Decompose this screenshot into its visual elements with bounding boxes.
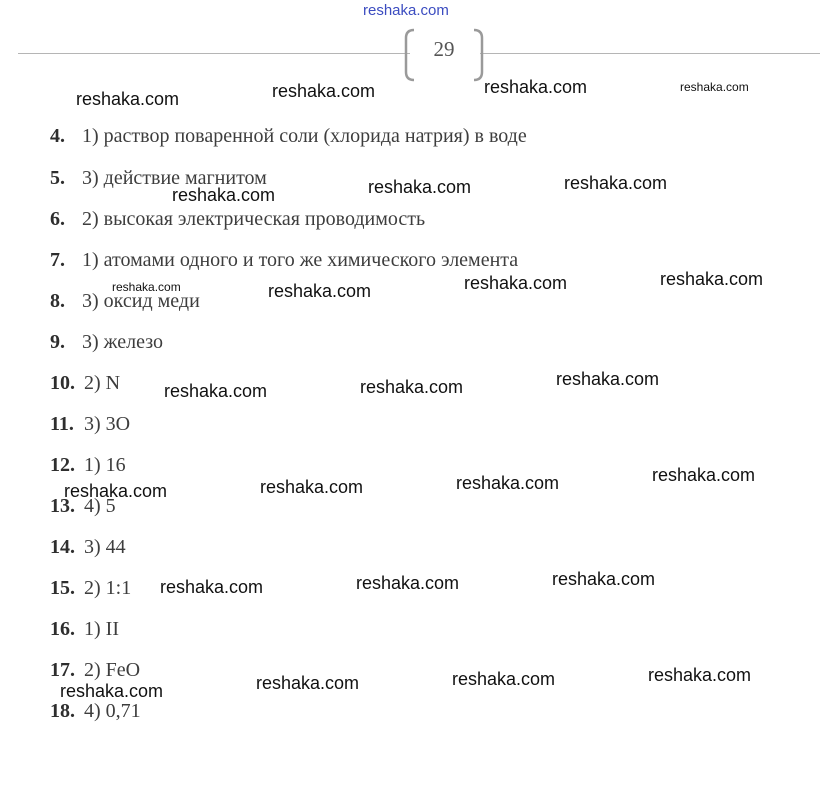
answer-row xyxy=(50,576,131,600)
answer-number: 12. xyxy=(50,454,75,476)
watermark: reshaka.com xyxy=(64,481,168,501)
answer-text: 4) 5 xyxy=(84,495,116,517)
answer-text: 1) II xyxy=(84,618,119,640)
watermark: reshaka.com xyxy=(556,369,660,389)
answer-number: 8. xyxy=(50,290,65,312)
watermark: reshaka.com xyxy=(452,669,556,689)
answer-text: 3) оксид меди xyxy=(82,290,200,312)
watermark: reshaka.com xyxy=(564,173,668,193)
answer-text: 3) 44 xyxy=(84,536,126,558)
answer-text: 3) действие магнитом xyxy=(82,167,267,189)
watermark: reshaka.com xyxy=(272,81,376,101)
header-rule-right xyxy=(480,53,820,54)
answer-text: 1) 16 xyxy=(84,454,126,476)
watermark: reshaka.com xyxy=(160,577,264,597)
watermark: reshaka.com xyxy=(360,377,464,397)
page-number-box xyxy=(404,27,484,81)
page-number: 29 xyxy=(433,37,455,61)
answer-number: 6. xyxy=(50,208,65,230)
answer-row xyxy=(50,535,126,559)
answer-text: 2) высокая электрическая проводимость xyxy=(82,208,426,230)
watermark: reshaka.com xyxy=(484,77,588,97)
site-link[interactable]: reshaka.com xyxy=(363,2,449,19)
watermark: reshaka.com xyxy=(552,569,656,589)
watermark: reshaka.com xyxy=(648,665,752,685)
answer-row xyxy=(50,658,140,682)
answer-number: 9. xyxy=(50,331,65,353)
answer-number: 17. xyxy=(50,659,75,681)
watermark: reshaka.com xyxy=(652,465,756,485)
watermark: reshaka.com xyxy=(60,681,164,701)
answer-number: 15. xyxy=(50,577,75,599)
header-rule-left xyxy=(18,53,410,54)
watermark: reshaka.com xyxy=(164,381,268,401)
answer-text: 3) железо xyxy=(82,331,163,353)
answer-number: 10. xyxy=(50,372,75,394)
answer-text: 1) раствор поваренной соли (хлорида натрия) в воде xyxy=(82,125,527,147)
answer-text: 4) 0,71 xyxy=(84,700,141,722)
answer-row xyxy=(50,371,120,395)
answer-text: 3) 3O xyxy=(84,413,131,435)
watermark: reshaka.com xyxy=(456,473,560,493)
watermark: reshaka.com xyxy=(680,80,749,94)
answer-number: 7. xyxy=(50,249,65,271)
answer-row xyxy=(50,330,163,354)
answer-number: 16. xyxy=(50,618,75,640)
watermark: reshaka.com xyxy=(368,177,472,197)
watermark: reshaka.com xyxy=(464,273,568,293)
answer-text: 1) атомами одного и того же химического элемента xyxy=(82,249,519,271)
answer-text: 2) 1:1 xyxy=(84,577,132,599)
answer-number: 14. xyxy=(50,536,75,558)
watermark: reshaka.com xyxy=(660,269,764,289)
watermark: reshaka.com xyxy=(256,673,360,693)
answer-row xyxy=(50,617,119,641)
watermark: reshaka.com xyxy=(268,281,372,301)
answer-number: 18. xyxy=(50,700,75,722)
answer-text: 2) FeO xyxy=(84,659,141,681)
answer-number: 4. xyxy=(50,125,65,147)
answer-row xyxy=(50,248,518,272)
answer-number: 13. xyxy=(50,495,75,517)
answer-number: 11. xyxy=(50,413,74,435)
watermark: reshaka.com xyxy=(172,185,276,205)
watermark: reshaka.com xyxy=(76,89,180,109)
answer-row xyxy=(50,207,425,231)
answer-row xyxy=(50,453,126,477)
answer-row xyxy=(50,412,130,436)
watermark: reshaka.com xyxy=(112,280,181,294)
answer-row xyxy=(50,699,141,723)
watermark: reshaka.com xyxy=(356,573,460,593)
answer-text: 2) N xyxy=(84,372,121,394)
answer-row xyxy=(50,124,527,148)
answer-number: 5. xyxy=(50,167,65,189)
watermark: reshaka.com xyxy=(260,477,364,497)
